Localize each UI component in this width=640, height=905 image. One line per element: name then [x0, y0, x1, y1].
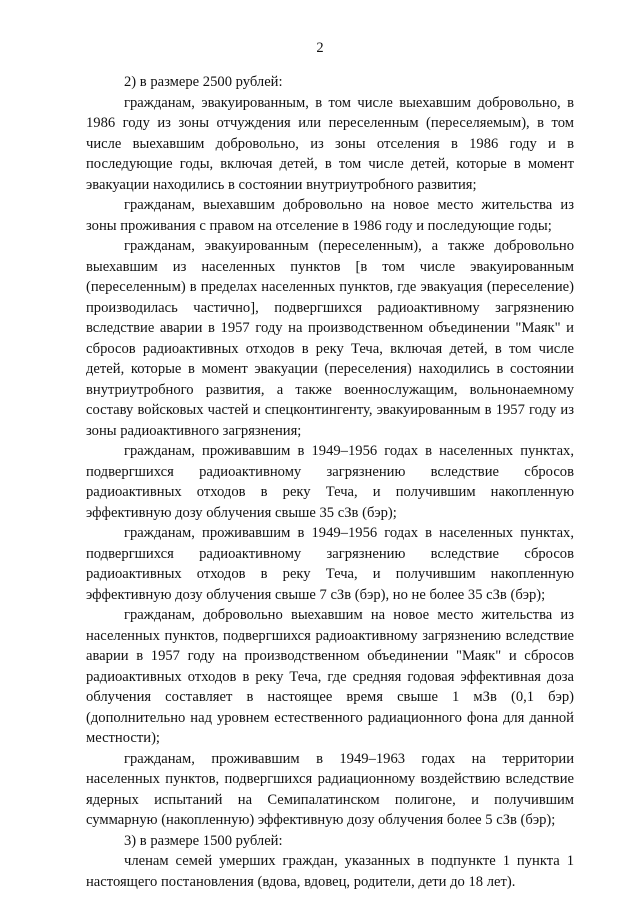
- document-body: [86, 72, 574, 892]
- subsection-2-heading: 2) в размере 2500 рублей:: [124, 74, 283, 90]
- paragraph-evacuated-1986: гражданам, эвакуированным, в том числе выехавшим добровольно, в 1986 году из зоны отчуждения или переселенным (переселяемым), в том числе выехавшим добровольно, из зоны отселения в 1986 году и в последующие годы, включая детей, в том числе детей, которые в момент эвакуации находились в состоянии внутриутробного развития;: [86, 94, 574, 193]
- paragraph-family-members: членам семей умерших граждан, указанных в подпункте 1 пункта 1 настоящего постановления (вдова, вдовец, родители, дети до 18 лет).: [86, 853, 574, 890]
- paragraph-voluntary-mayak-techa: гражданам, добровольно выехавшим на новое место жительства из населенных пунктов, подвергшихся радиоактивному загрязнению вследствие аварии в 1957 году на производственном объединении "Маяк" и сбросов радиоактивных отходов в реку Теча, где средняя годовая эффективная доза облучения составляет в настоящее время свыше 1 мЗв (0,1 бэр) (дополнительно над уровнем естественного радиационного фона для данной местности);: [86, 607, 574, 746]
- page-number: 2: [316, 40, 324, 56]
- paragraph-techa-over-35: гражданам, проживавшим в 1949–1956 годах в населенных пунктах, подвергшихся радиоактивному загрязнению вследствие сбросов радиоактивных отходов в реку Теча, и получившим накопленную эффективную дозу облучения свыше 35 сЗв (бэр);: [86, 443, 574, 521]
- paragraph-voluntary-relocation-1986: гражданам, выехавшим добровольно на новое место жительства из зоны проживания с правом на отселение в 1986 году и последующие годы;: [86, 197, 574, 234]
- paragraph-techa-7-to-35: гражданам, проживавшим в 1949–1956 годах в населенных пунктах, подвергшихся радиоактивному загрязнению вследствие сбросов радиоактивных отходов в реку Теча, и получившим накопленную эффективную дозу облучения свыше 7 сЗв (бэр), но не более 35 сЗв (бэр);: [86, 525, 574, 603]
- paragraph-semipalatinsk: гражданам, проживавшим в 1949–1963 годах на территории населенных пунктов, подвергшихся радиационному воздействию вследствие ядерных испытаний на Семипалатинском полигоне, и получившим суммарную (накопленную) эффективную дозу облучения более 5 сЗв (бэр);: [86, 750, 574, 828]
- subsection-3-heading: 3) в размере 1500 рублей:: [124, 832, 283, 849]
- paragraph-evacuated-mayak-1957: гражданам, эвакуированным (переселенным), а также добровольно выехавшим из населенных пунктов [в том числе эвакуированным (переселенным) в пределах населенных пунктов, где эвакуация (переселение) производилась частично], подвергшихся радиоактивному загрязнению вследствие аварии в 1957 году на производственном объединении "Маяк" и сбросов радиоактивных отходов в реку Теча, включая детей, в том числе детей, которые в момент эвакуации (переселения) находились в состоянии внутриутробного развития, а также военнослужащим, вольнонаемному составу войсковых частей и спецконтингенту, эвакуированным в 1957 году из зоны радиоактивного загрязнения;: [86, 238, 574, 439]
